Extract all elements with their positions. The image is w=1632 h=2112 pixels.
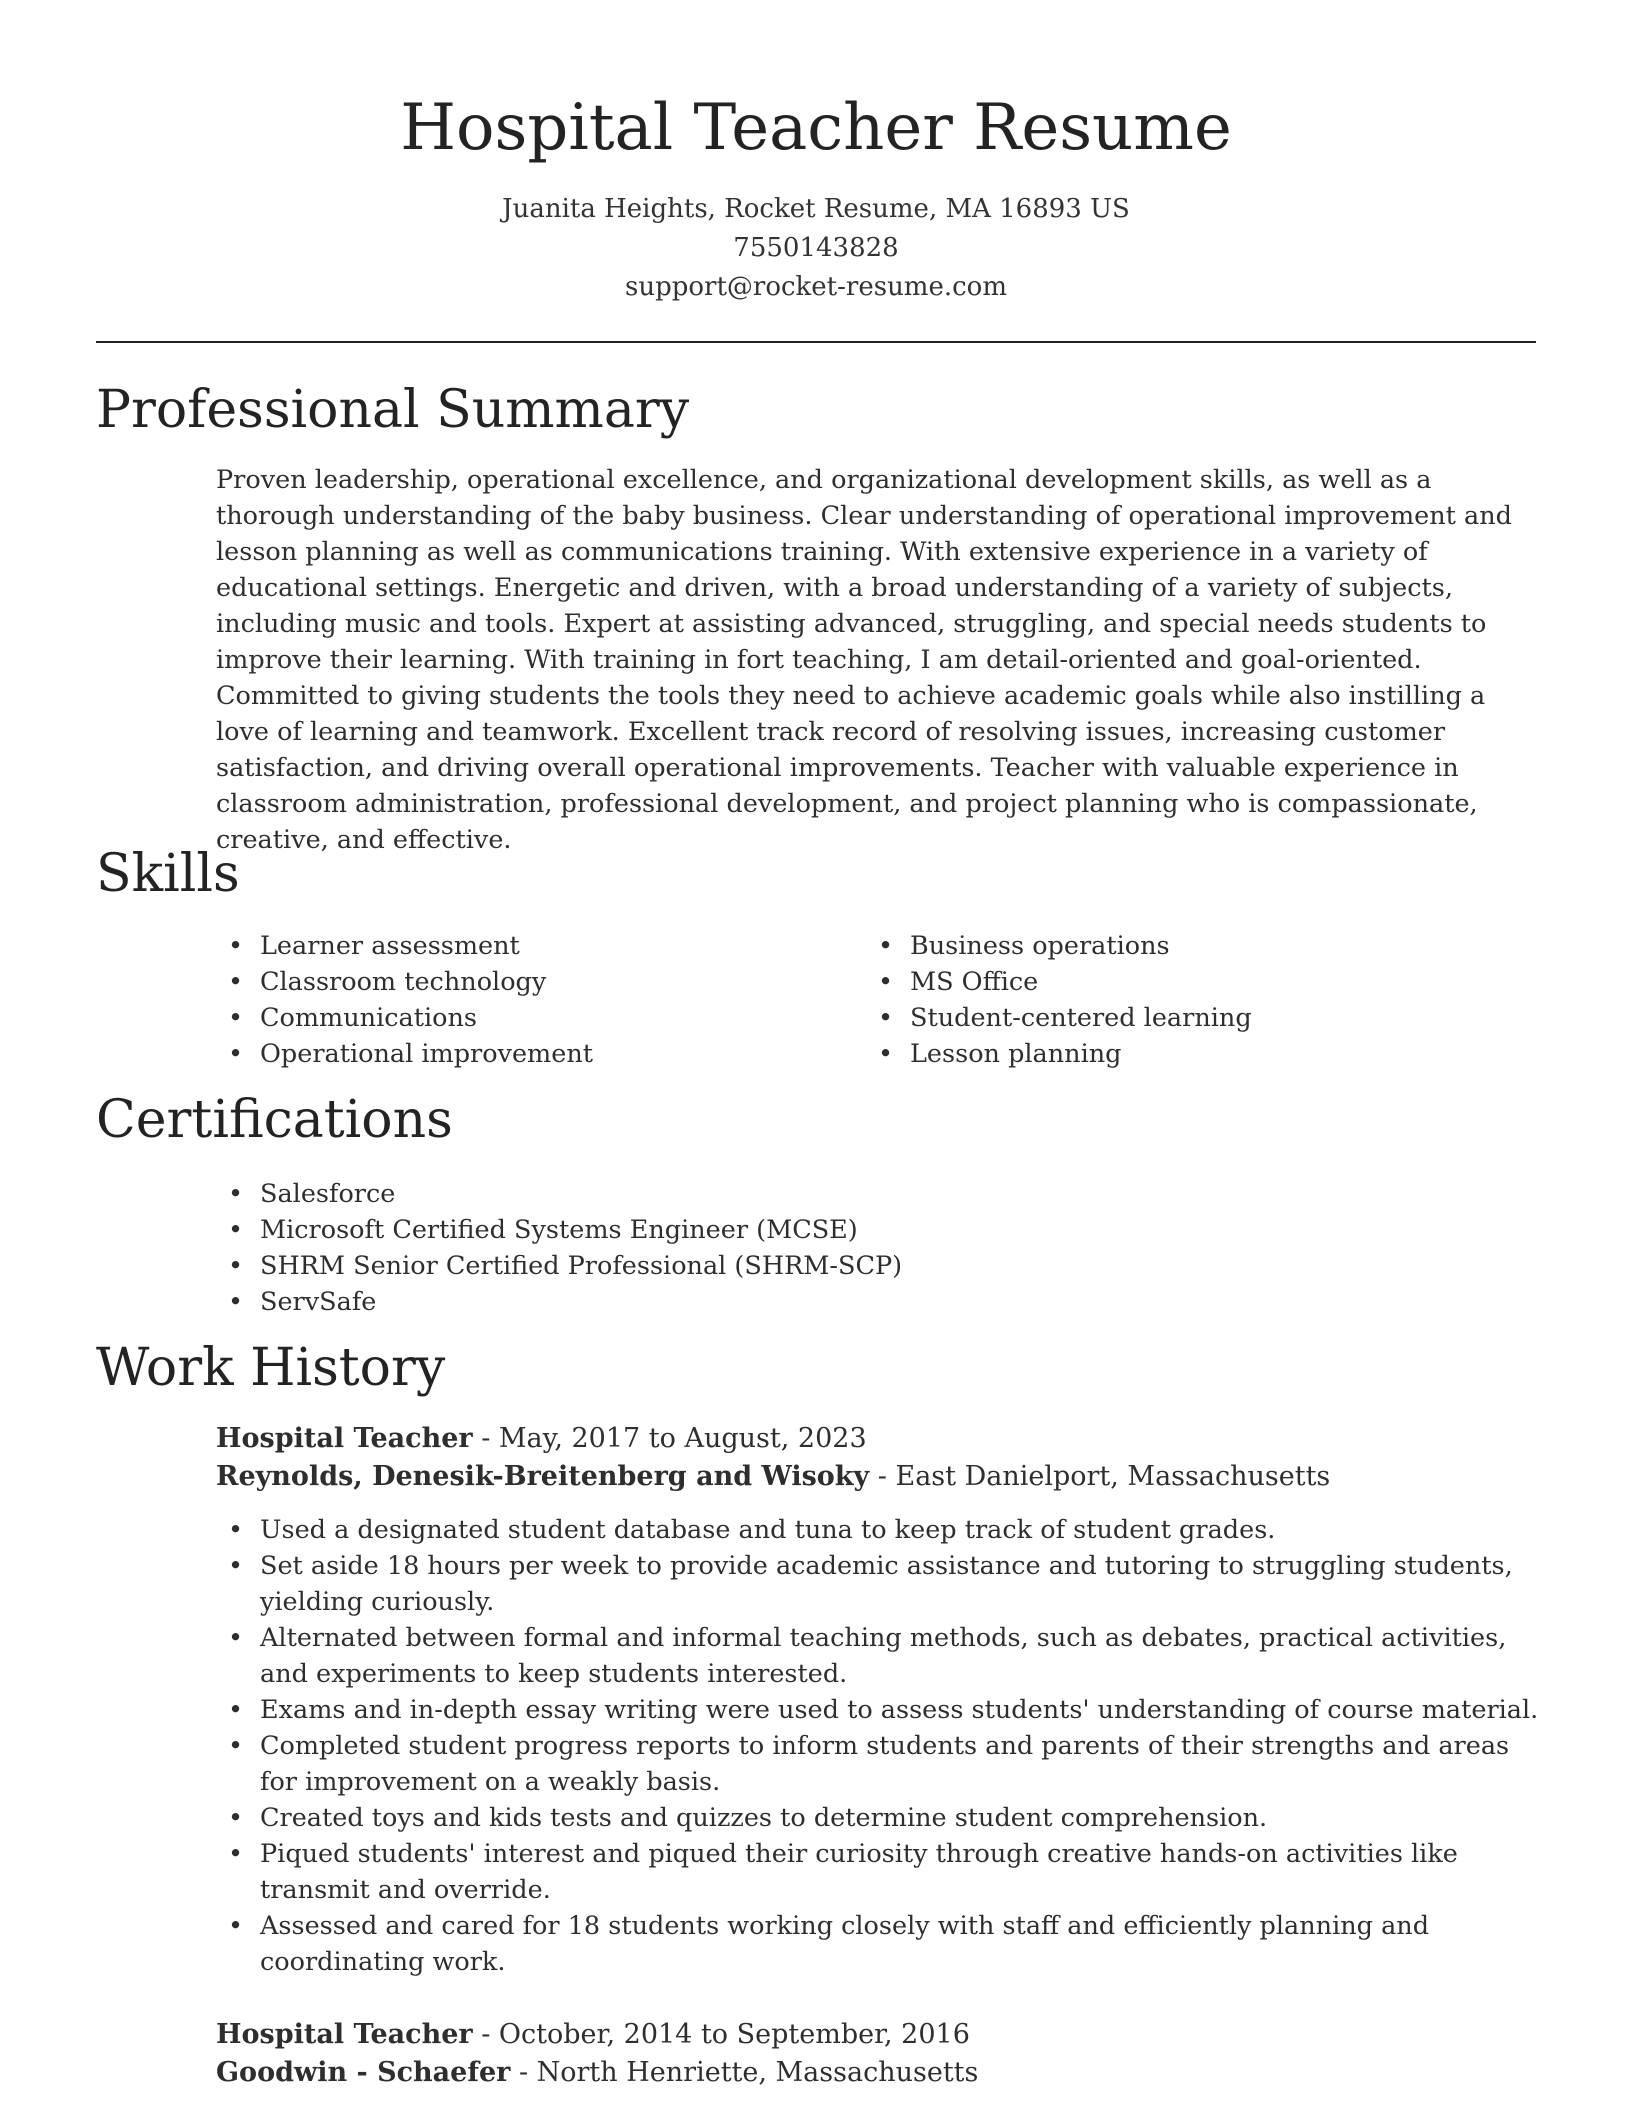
job-duty: • Set aside 18 hours per week to provide academic assistance and tutoring to struggling students, yielding curiously. (216, 1548, 1546, 1620)
job-entry (216, 2016, 1546, 2092)
skill-item: • Business operations (866, 928, 1506, 964)
job-company: Goodwin - Schaefer (216, 2057, 511, 2088)
summary-heading: Professional Summary (96, 380, 690, 440)
job-title-line (216, 2016, 1546, 2054)
skill-item: • Student-centered learning (866, 1000, 1506, 1036)
skill-item: • Operational improvement (216, 1036, 856, 1072)
contact-phone: 7550143828 (733, 233, 899, 263)
contact-block (96, 190, 1536, 307)
job-company: Reynolds, Denesik-Breitenberg and Wisoky (216, 1461, 870, 1492)
contact-email: support@rocket-resume.com (624, 272, 1007, 302)
job-dates: - May, 2017 to August, 2023 (472, 1423, 867, 1454)
job-location: - East Danielport, Massachusetts (869, 1461, 1331, 1492)
job-duty: • Created toys and kids tests and quizzes to determine student comprehension. (216, 1800, 1546, 1836)
job-title-line (216, 1420, 1546, 1458)
certification-item: • Microsoft Certified Systems Engineer (MCSE) (216, 1212, 1516, 1248)
header-divider (96, 341, 1536, 343)
job-company-line (216, 1458, 1546, 1496)
skill-item: • Classroom technology (216, 964, 856, 1000)
skill-item: • MS Office (866, 964, 1506, 1000)
skill-item: • Learner assessment (216, 928, 856, 964)
job-title: Hospital Teacher (216, 1423, 473, 1454)
skill-item: • Lesson planning (866, 1036, 1506, 1072)
certifications-list (216, 1176, 1516, 1320)
work-history-heading: Work History (96, 1338, 446, 1398)
skill-item: • Communications (216, 1000, 856, 1036)
job-duty: • Assessed and cared for 18 students working closely with staff and efficiently planning and coordinating work. (216, 1908, 1546, 1980)
job-duty: • Alternated between formal and informal teaching methods, such as debates, practical activities, and experiments to keep students interested. (216, 1620, 1546, 1692)
page-title: Hospital Teacher Resume (400, 91, 1232, 165)
job-title: Hospital Teacher (216, 2019, 473, 2050)
certifications-heading: Certifications (96, 1090, 453, 1150)
skills-list-left (216, 928, 856, 1072)
contact-address: Juanita Heights, Rocket Resume, MA 16893 US (502, 194, 1130, 224)
job-duty: • Exams and in-depth essay writing were used to assess students' understanding of course material. (216, 1692, 1546, 1728)
job-company-line (216, 2054, 1546, 2092)
job-location: - North Henriette, Massachusetts (510, 2057, 979, 2088)
skills-list-right (866, 928, 1506, 1072)
skills-heading: Skills (96, 844, 240, 904)
job-duties-list (216, 1512, 1546, 1980)
certification-item: • SHRM Senior Certified Professional (SHRM-SCP) (216, 1248, 1516, 1284)
job-duty: • Completed student progress reports to inform students and parents of their strengths and areas for improvement on a weakly basis. (216, 1728, 1546, 1800)
certification-item: • ServSafe (216, 1284, 1516, 1320)
job-dates: - October, 2014 to September, 2016 (472, 2019, 970, 2050)
job-duty: • Piqued students' interest and piqued their curiosity through creative hands-on activities like transmit and override. (216, 1836, 1546, 1908)
job-entry (216, 1420, 1546, 1980)
certification-item: • Salesforce (216, 1176, 1516, 1212)
job-duty: • Used a designated student database and tuna to keep track of student grades. (216, 1512, 1546, 1548)
summary-text: Proven leadership, operational excellence, and organizational development skills, as well as a thorough understanding of the baby business. Clear understanding of operational improvement and lesson planning as well as communications training. With extensive experience in a variety of educational settings. Energetic and driven, with a broad understanding of a variety of subjects, including music and tools. Expert at assisting advanced, struggling, and special needs students to improve their learning. With training in fort teaching, I am detail-oriented and goal-oriented. Committed to giving students the tools they need to achieve academic goals while also instilling a love of learning and teamwork. Excellent track record of resolving issues, increasing customer satisfaction, and driving overall operational improvements. Teacher with valuable experience in classroom administration, professional development, and project planning who is compassionate, creative, and effective. (216, 465, 1512, 855)
